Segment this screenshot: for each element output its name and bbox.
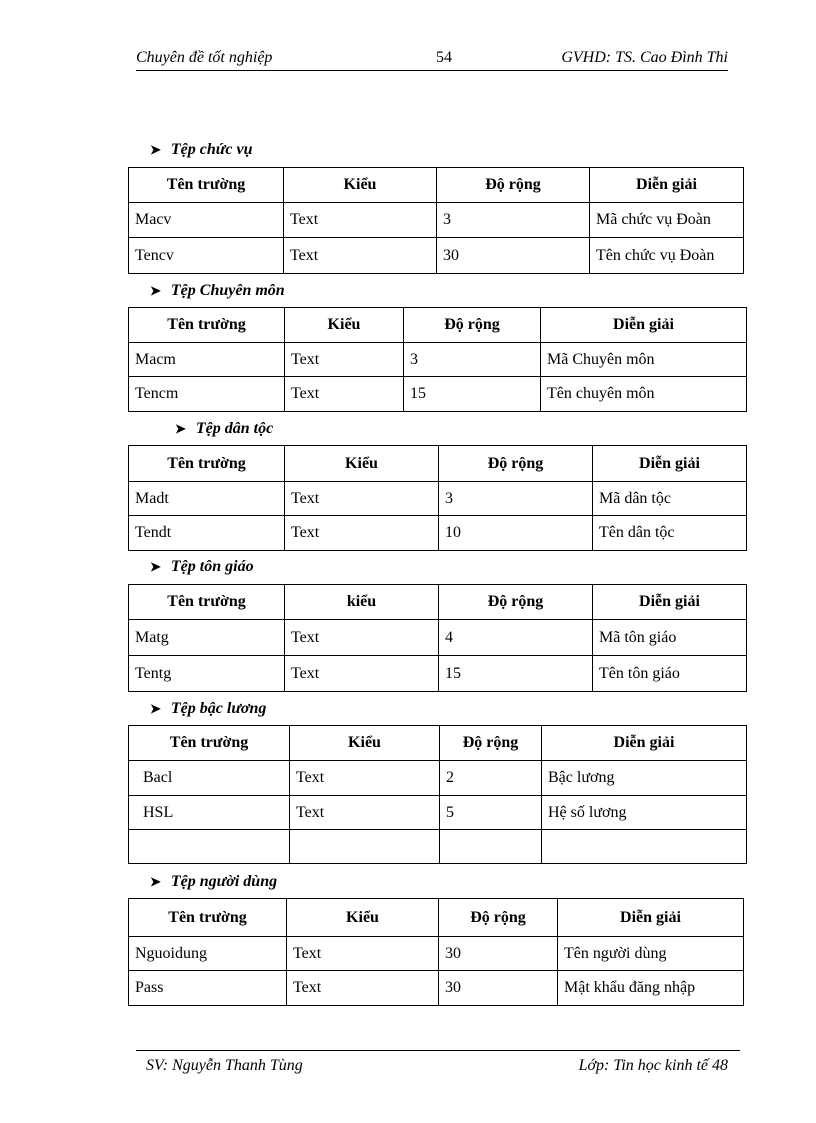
column-header: kiểu — [285, 585, 439, 620]
table-cell: Mã dân tộc — [593, 482, 747, 516]
table-cell: Macv — [129, 203, 284, 238]
table-cell: 30 — [439, 937, 558, 971]
table-ton-giao — [128, 584, 747, 692]
table-header-row — [129, 585, 747, 620]
table-cell: 5 — [440, 796, 542, 830]
column-header: Tên trường — [129, 899, 287, 937]
footer-student: SV: Nguyễn Thanh Tùng — [146, 1057, 303, 1074]
table-cell: Text — [290, 796, 440, 830]
table-nguoi-dung — [128, 898, 744, 1006]
table-header-row — [129, 308, 747, 343]
table-cell: Text — [285, 343, 404, 377]
arrow-bullet-icon: ➤ — [150, 559, 161, 574]
table-cell: 3 — [439, 482, 593, 516]
header-advisor: GVHD: TS. Cao Đình Thi — [561, 49, 728, 66]
column-header: Độ rộng — [440, 726, 542, 761]
table-header-row — [129, 446, 747, 482]
table-cell: 3 — [404, 343, 541, 377]
column-header: Độ rộng — [439, 899, 558, 937]
table-chuyen-mon — [128, 307, 747, 412]
arrow-bullet-icon: ➤ — [175, 421, 186, 436]
table-cell: 15 — [439, 656, 593, 692]
table-row — [129, 377, 747, 412]
section-title-text: Tệp Chuyên môn — [170, 282, 285, 299]
column-header: Tên trường — [129, 585, 285, 620]
table-cell: 10 — [439, 516, 593, 551]
table-chuc-vu — [128, 167, 744, 274]
table-cell: Text — [284, 238, 437, 274]
table-cell: Text — [287, 937, 439, 971]
table-cell: Mật khẩu đăng nhập — [558, 971, 744, 1006]
table-cell: 2 — [440, 761, 542, 796]
table-cell — [542, 830, 747, 864]
section-title-dan-toc — [175, 420, 273, 438]
table-cell: Mã chức vụ Đoàn — [590, 203, 744, 238]
arrow-bullet-icon: ➤ — [150, 142, 161, 157]
table-cell: Hệ số lương — [542, 796, 747, 830]
table-cell: Pass — [129, 971, 287, 1006]
table-cell: Text — [285, 377, 404, 412]
column-header: Diễn giải — [558, 899, 744, 937]
table-cell: Text — [285, 482, 439, 516]
table-row — [129, 516, 747, 551]
table-cell: 4 — [439, 620, 593, 656]
section-title-bac-luong — [150, 700, 266, 718]
column-header: Kiểu — [285, 308, 404, 343]
table-cell: Tencv — [129, 238, 284, 274]
footer-class: Lớp: Tin học kinh tế 48 — [578, 1057, 728, 1074]
table-cell: Mã tôn giáo — [593, 620, 747, 656]
table-cell: Mã Chuyên môn — [541, 343, 747, 377]
table-bac-luong — [128, 725, 747, 864]
table-cell: 30 — [437, 238, 590, 274]
section-title-text: Tệp người dùng — [170, 873, 278, 890]
table-header-row — [129, 726, 747, 761]
table-cell: 15 — [404, 377, 541, 412]
column-header: Diễn giải — [593, 585, 747, 620]
table-cell: 30 — [439, 971, 558, 1006]
table-header-row — [129, 168, 744, 203]
column-header: Kiểu — [284, 168, 437, 203]
table-cell: Text — [285, 656, 439, 692]
table-cell: Bacl — [129, 761, 290, 796]
table-cell — [129, 830, 290, 864]
table-cell: Text — [285, 620, 439, 656]
table-cell: Text — [290, 761, 440, 796]
column-header: Kiểu — [285, 446, 439, 482]
column-header: Diễn giải — [541, 308, 747, 343]
column-header: Độ rộng — [437, 168, 590, 203]
table-row — [129, 761, 747, 796]
section-title-text: Tệp tôn giáo — [170, 558, 254, 575]
table-cell: Madt — [129, 482, 285, 516]
table-cell: Tên chuyên môn — [541, 377, 747, 412]
table-cell: Text — [284, 203, 437, 238]
section-title-nguoi-dung — [150, 873, 277, 891]
table-row — [129, 796, 747, 830]
table-dan-toc — [128, 445, 747, 551]
section-title-text: Tệp chức vụ — [170, 141, 253, 158]
table-cell: Tên chức vụ Đoàn — [590, 238, 744, 274]
table-row — [129, 656, 747, 692]
table-cell: Tên tôn giáo — [593, 656, 747, 692]
section-title-text: Tệp dân tộc — [195, 420, 274, 437]
column-header: Tên trường — [129, 726, 290, 761]
column-header: Diễn giải — [542, 726, 747, 761]
table-cell: Tên dân tộc — [593, 516, 747, 551]
table-cell: HSL — [129, 796, 290, 830]
column-header: Diễn giải — [593, 446, 747, 482]
header-document-title: Chuyên đề tốt nghiệp — [136, 49, 273, 66]
arrow-bullet-icon: ➤ — [150, 283, 161, 298]
column-header: Độ rộng — [439, 585, 593, 620]
page-header — [136, 46, 728, 71]
column-header: Độ rộng — [404, 308, 541, 343]
column-header: Tên trường — [129, 308, 285, 343]
table-row — [129, 482, 747, 516]
table-cell: Tencm — [129, 377, 285, 412]
column-header: Tên trường — [129, 446, 285, 482]
table-row — [129, 971, 744, 1006]
table-cell: Matg — [129, 620, 285, 656]
column-header: Kiểu — [290, 726, 440, 761]
section-title-text: Tệp bậc lương — [170, 700, 267, 717]
table-cell — [440, 830, 542, 864]
table-cell — [290, 830, 440, 864]
table-cell: Tendt — [129, 516, 285, 551]
table-row — [129, 620, 747, 656]
column-header: Độ rộng — [439, 446, 593, 482]
section-title-chuc-vu — [150, 141, 252, 159]
table-cell: Text — [285, 516, 439, 551]
column-header: Kiểu — [287, 899, 439, 937]
table-cell: Macm — [129, 343, 285, 377]
section-title-chuyen-mon — [150, 282, 285, 300]
page-footer — [136, 1050, 740, 1081]
table-row — [129, 937, 744, 971]
table-cell: 3 — [437, 203, 590, 238]
table-row — [129, 830, 747, 864]
table-cell: Bậc lương — [542, 761, 747, 796]
table-cell: Tên người dùng — [558, 937, 744, 971]
table-row — [129, 238, 744, 274]
table-cell: Text — [287, 971, 439, 1006]
table-cell: Tentg — [129, 656, 285, 692]
column-header: Diễn giải — [590, 168, 744, 203]
table-cell: Nguoidung — [129, 937, 287, 971]
table-row — [129, 203, 744, 238]
section-title-ton-giao — [150, 558, 254, 576]
arrow-bullet-icon: ➤ — [150, 874, 161, 889]
header-page-number: 54 — [436, 49, 452, 66]
table-row — [129, 343, 747, 377]
table-header-row — [129, 899, 744, 937]
arrow-bullet-icon: ➤ — [150, 701, 161, 716]
column-header: Tên trường — [129, 168, 284, 203]
